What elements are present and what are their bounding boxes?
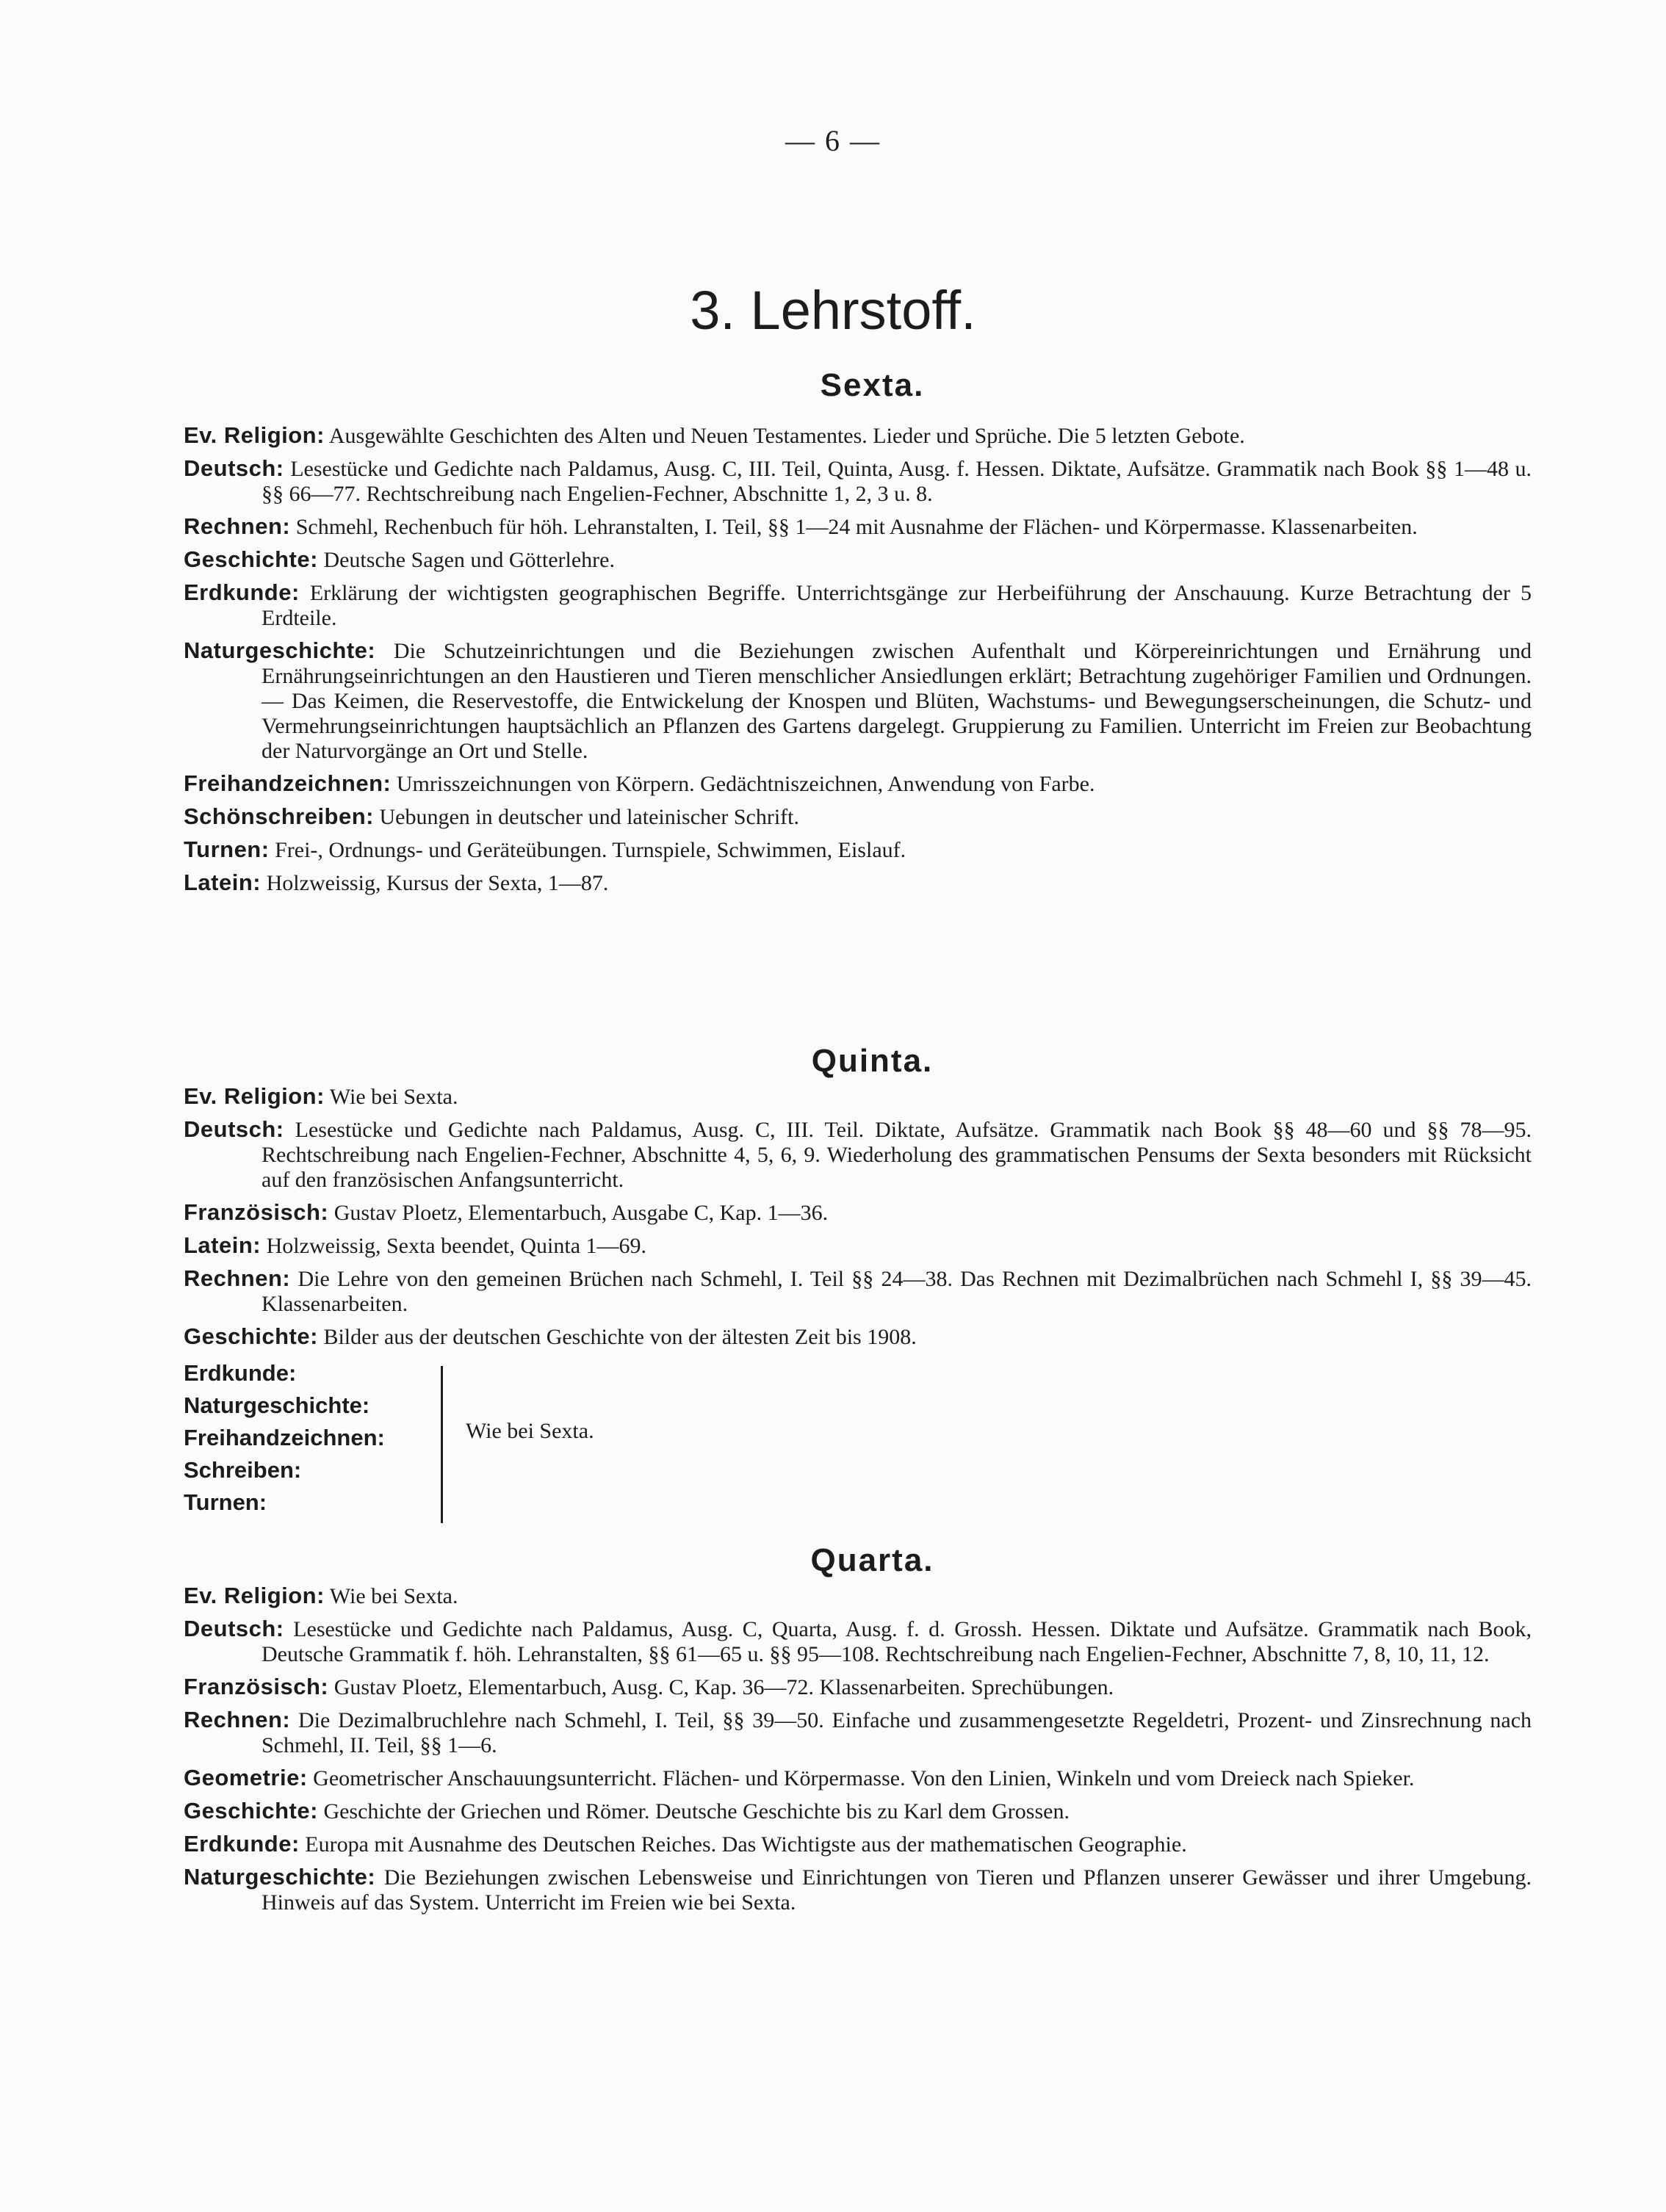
- entry-quarta-geometrie: [184, 1765, 1532, 1791]
- section-quarta: [184, 1542, 1532, 1923]
- entry-quinta-rechnen: [184, 1266, 1532, 1317]
- subject-label: Ev. Religion:: [184, 1083, 325, 1109]
- entry-text: Schmehl, Rechenbuch für höh. Lehranstalten, I. Teil, §§ 1—24 mit Ausnahme der Flächen- und Körpermasse. Klassenarbeiten.: [295, 515, 1418, 539]
- entry-quinta-franzoesisch: [184, 1200, 1532, 1226]
- subject-label: Freihandzeichnen:: [184, 770, 392, 796]
- grouped-subject: Turnen:: [184, 1489, 267, 1515]
- section-heading-quarta: Quarta.: [810, 1542, 934, 1578]
- subject-label: Geometrie:: [184, 1765, 308, 1790]
- page-title: 3. Lehrstoff.: [690, 280, 976, 341]
- section-quinta: [184, 1043, 1532, 1522]
- subject-label: Deutsch:: [184, 455, 284, 481]
- entry-quarta-franzoesisch: [184, 1674, 1532, 1700]
- entry-quarta-religion: [184, 1583, 1532, 1609]
- subject-label: Turnen:: [184, 836, 270, 862]
- entry-quarta-deutsch: [184, 1616, 1532, 1667]
- entry-sexta-naturgeschichte: [184, 638, 1532, 764]
- entry-sexta-turnen: [184, 837, 1532, 863]
- grouped-subject: Schreiben:: [184, 1457, 302, 1483]
- entry-text: Wie bei Sexta.: [329, 1584, 458, 1608]
- subject-label: Naturgeschichte:: [184, 637, 376, 663]
- entry-text: Ausgewählte Geschichten des Alten und Neuen Testamentes. Lieder und Sprüche. Die 5 letzten Gebote.: [328, 424, 1245, 448]
- entry-sexta-rechnen: [184, 514, 1532, 540]
- subject-label: Rechnen:: [184, 1265, 291, 1291]
- entry-text: Lesestücke und Gedichte nach Paldamus, Ausg. C, III. Teil, Quinta, Ausg. f. Hessen. Diktate, Aufsätze. Grammatik nach Book §§ 1—48 u. §§ 66—77. Rechtschreibung nach Engelien-Fechner, Abschnitte 1, 2, 3 u. 8.: [262, 457, 1532, 506]
- grouped-subject: Freihandzeichnen:: [184, 1425, 385, 1450]
- entry-quinta-religion: [184, 1084, 1532, 1110]
- entry-text: Europa mit Ausnahme des Deutschen Reiches. Das Wichtigste aus der mathematischen Geographie.: [305, 1832, 1187, 1857]
- entry-text: Holzweissig, Sexta beendet, Quinta 1—69.: [266, 1234, 647, 1258]
- entry-sexta-deutsch: [184, 456, 1532, 507]
- entry-text: Die Dezimalbruchlehre nach Schmehl, I. Teil, §§ 39—50. Einfache und zusammengesetzte Regeldetri, Prozent- und Zinsrechnung nach Schmehl, II. Teil, §§ 1—6.: [262, 1708, 1532, 1757]
- section-heading-sexta: Sexta.: [820, 367, 925, 403]
- subject-label: Latein:: [184, 1232, 262, 1258]
- entry-text: Deutsche Sagen und Götterlehre.: [323, 548, 615, 572]
- entry-sexta-freihandzeichnen: [184, 771, 1532, 797]
- subject-label: Erdkunde:: [184, 579, 300, 605]
- entry-quarta-erdkunde: [184, 1832, 1532, 1857]
- subject-label: Naturgeschichte:: [184, 1864, 376, 1890]
- entry-text: Gustav Ploetz, Elementarbuch, Ausg. C, Kap. 36—72. Klassenarbeiten. Sprechübungen.: [333, 1675, 1114, 1699]
- entry-text: Frei-, Ordnungs- und Geräteübungen. Turnspiele, Schwimmen, Eislauf.: [275, 838, 906, 862]
- entry-text: Uebungen in deutscher und lateinischer Schrift.: [379, 805, 799, 829]
- subject-label: Schönschreiben:: [184, 803, 374, 829]
- grouped-subjects: [184, 1357, 1532, 1522]
- entry-quinta-geschichte: [184, 1324, 1532, 1350]
- grouped-subject-list: [184, 1357, 385, 1519]
- entry-sexta-latein: [184, 870, 1532, 896]
- subject-label: Geschichte:: [184, 546, 318, 572]
- entry-sexta-schoenschreiben: [184, 804, 1532, 830]
- entry-text: Erklärung der wichtigsten geographischen Begriffe. Unterrichtsgänge zur Herbeiführung der Anschauung. Kurze Betrachtung der 5 Erdteile.: [262, 581, 1532, 630]
- entry-text: Die Beziehungen zwischen Lebensweise und Einrichtungen von Tieren und Pflanzen unserer Gewässer und ihrer Umgebung. Hinweis auf das System. Unterricht im Freien wie bei Sexta.: [262, 1865, 1532, 1915]
- entry-quarta-geschichte: [184, 1799, 1532, 1824]
- grouped-subject: Erdkunde:: [184, 1360, 297, 1386]
- grouping-bracket: [441, 1366, 443, 1523]
- entry-text: Umrisszeichnungen von Körpern. Gedächtniszeichnen, Anwendung von Farbe.: [396, 772, 1095, 796]
- entry-text: Holzweissig, Kursus der Sexta, 1—87.: [266, 871, 609, 895]
- subject-label: Französisch:: [184, 1674, 329, 1699]
- subject-label: Rechnen:: [184, 513, 291, 539]
- entry-quarta-rechnen: [184, 1707, 1532, 1758]
- entry-text: Die Lehre von den gemeinen Brüchen nach Schmehl, I. Teil §§ 24—38. Das Rechnen mit Dezimalbrüchen nach Schmehl I, §§ 39—45. Klassenarbeiten.: [262, 1267, 1532, 1316]
- subject-label: Rechnen:: [184, 1707, 291, 1732]
- entry-sexta-erdkunde: [184, 580, 1532, 631]
- entry-sexta-geschichte: [184, 547, 1532, 573]
- section-sexta: [184, 367, 1532, 903]
- grouped-text: Wie bei Sexta.: [466, 1419, 594, 1443]
- entry-text: Geschichte der Griechen und Römer. Deutsche Geschichte bis zu Karl dem Grossen.: [323, 1799, 1070, 1824]
- page-number: — 6 —: [785, 124, 881, 157]
- entry-quinta-latein: [184, 1233, 1532, 1259]
- subject-label: Ev. Religion:: [184, 422, 325, 448]
- subject-label: Geschichte:: [184, 1323, 318, 1349]
- entry-text: Lesestücke und Gedichte nach Paldamus, Ausg. C, III. Teil. Diktate, Aufsätze. Grammatik nach Book §§ 48—60 und §§ 78—95. Rechtschreibung nach Engelien-Fechner, Abschnitte 4, 5, 6, 9. Wiederholung des grammatischen Pensums der Sexta besonders mit Rücksicht auf den französischen Anfangsunterricht.: [262, 1118, 1532, 1192]
- subject-label: Erdkunde:: [184, 1831, 300, 1857]
- entry-quarta-naturgeschichte: [184, 1865, 1532, 1915]
- entry-text: Geometrischer Anschauungsunterricht. Flächen- und Körpermasse. Von den Linien, Winkeln und vom Dreieck nach Spieker.: [313, 1766, 1415, 1790]
- section-heading-quinta: Quinta.: [811, 1043, 934, 1079]
- entry-text: Bilder aus der deutschen Geschichte von der ältesten Zeit bis 1908.: [323, 1325, 917, 1349]
- entry-text: Gustav Ploetz, Elementarbuch, Ausgabe C, Kap. 1—36.: [333, 1201, 829, 1225]
- entry-sexta-religion: [184, 423, 1532, 449]
- entry-text: Lesestücke und Gedichte nach Paldamus, Ausg. C, Quarta, Ausg. f. d. Grossh. Hessen. Diktate und Aufsätze. Grammatik nach Book, Deutsche Grammatik f. höh. Lehranstalten, §§ 61—65 u. §§ 95—108. Rechtschreibung nach Engelien-Fechner, Abschnitte 7, 8, 10, 11, 12.: [262, 1617, 1532, 1666]
- subject-label: Geschichte:: [184, 1798, 318, 1824]
- entry-text: Wie bei Sexta.: [329, 1085, 458, 1109]
- subject-label: Deutsch:: [184, 1616, 284, 1641]
- entry-quinta-deutsch: [184, 1117, 1532, 1193]
- subject-label: Französisch:: [184, 1199, 329, 1225]
- subject-label: Deutsch:: [184, 1116, 284, 1142]
- entry-text: Die Schutzeinrichtungen und die Beziehungen zwischen Aufenthalt und Körpereinrichtungen und Ernährung und Ernährungseinrichtungen an den Haustieren und Tieren menschlicher Ansiedlungen erklärt; Betrachtung zugehöriger Familien und Ordnungen. — Das Keimen, die Reservestoffe, die Entwickelung der Knospen und Blüten, Wachstums- und Bewegungserscheinungen, die Schutz- und Vermehrungseinrichtungen hauptsächlich an Pflanzen des Gartens dargelegt. Gruppierung zu Familien. Unterricht im Freien zur Beobachtung der Naturvorgänge an Ort und Stelle.: [262, 639, 1532, 763]
- subject-label: Ev. Religion:: [184, 1583, 325, 1608]
- grouped-subject: Naturgeschichte:: [184, 1392, 370, 1418]
- subject-label: Latein:: [184, 870, 262, 895]
